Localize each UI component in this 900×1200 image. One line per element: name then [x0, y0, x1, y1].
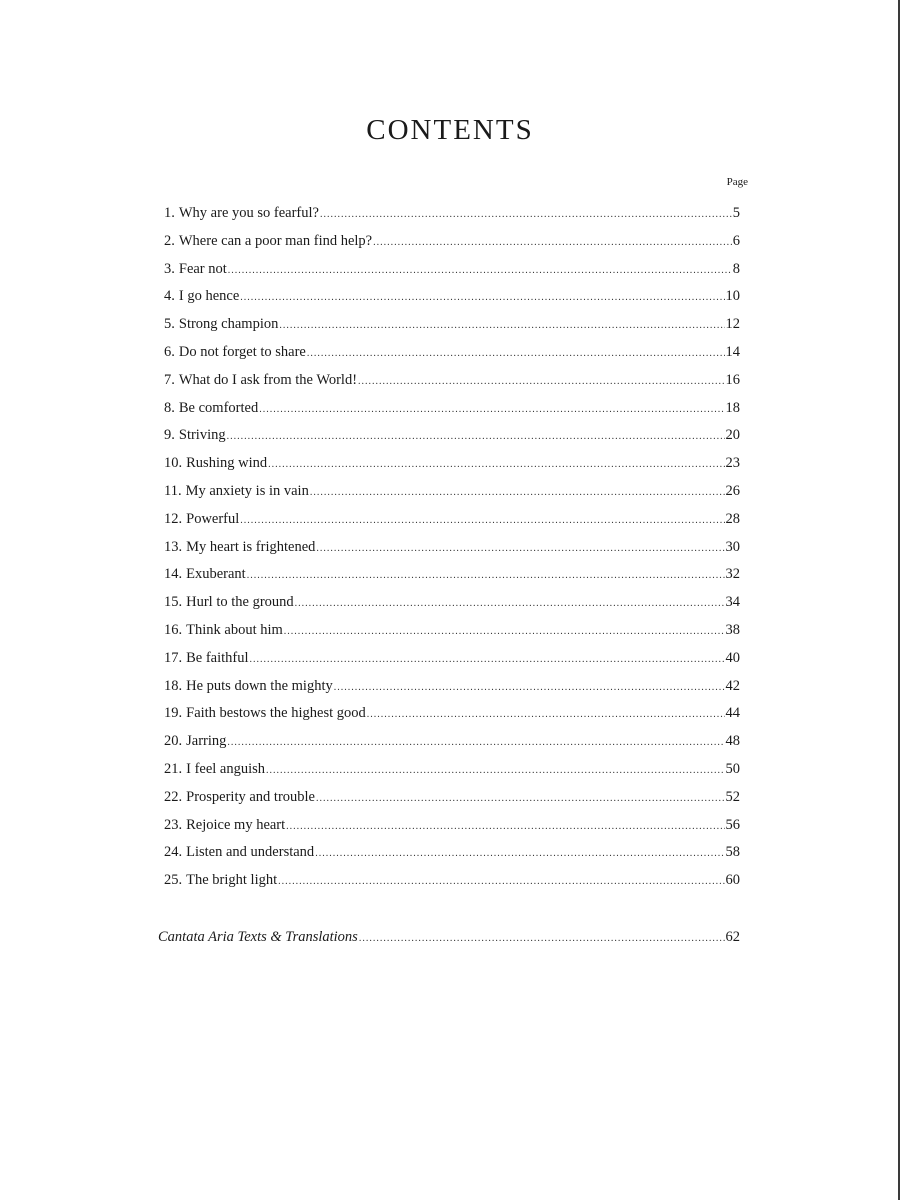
toc-entry-title: Listen and understand [186, 844, 315, 861]
toc-entry-number: 13. [164, 538, 183, 555]
toc-entry[interactable] [164, 812, 740, 840]
toc-entry[interactable] [164, 784, 740, 812]
toc-entry-title: The bright light [186, 872, 278, 889]
toc-entry-title: Think about him [186, 621, 283, 638]
toc-list [164, 200, 740, 895]
toc-entry-title: Striving [178, 427, 226, 444]
dot-leader [268, 451, 724, 479]
toc-entry-title: Be comforted [178, 399, 259, 416]
toc-entry-number: 17. [164, 649, 183, 666]
toc-entry-page: 50 [725, 760, 740, 777]
dot-leader [228, 257, 732, 285]
toc-entry-number: 19. [164, 705, 183, 722]
toc-entry[interactable] [164, 200, 740, 228]
toc-entry-title: Prosperity and trouble [186, 788, 315, 805]
toc-entry-title: Do not forget to share [178, 343, 306, 360]
toc-entry[interactable] [164, 534, 740, 562]
toc-entry-title: Where can a poor man find help? [178, 232, 373, 249]
dot-leader [358, 368, 724, 396]
dot-leader [307, 340, 725, 368]
page-title: CONTENTS [366, 114, 534, 146]
toc-entry-number: 25. [164, 872, 183, 889]
toc-entry-title: What do I ask from the World! [178, 371, 358, 388]
toc-entry-title: Rushing wind [186, 455, 268, 472]
toc-entry-number: 20. [164, 733, 183, 750]
toc-entry-title: Hurl to the ground [186, 594, 294, 611]
toc-entry-title: Fear not [178, 260, 227, 277]
toc-entry-page: 58 [725, 844, 740, 861]
toc-entry-appendix[interactable] [158, 924, 740, 952]
toc-entry[interactable] [164, 311, 740, 339]
dot-leader [373, 229, 732, 257]
toc-entry[interactable] [164, 256, 740, 284]
toc-entry-page: 44 [725, 705, 740, 722]
toc-entry-page: 38 [725, 621, 740, 638]
toc-entry-title: Exuberant [186, 566, 246, 583]
toc-entry-title: I go hence [178, 288, 240, 305]
toc-entry-title: Rejoice my heart [186, 816, 286, 833]
toc-entry-page: 16 [725, 371, 740, 388]
toc-entry[interactable] [164, 617, 740, 645]
toc-entry-number: 6. [164, 343, 175, 360]
toc-entry-number: 4. [164, 288, 175, 305]
dot-leader [279, 312, 724, 340]
toc-entry-title: Cantata Aria Texts & Translations [158, 929, 358, 945]
dot-leader [284, 618, 725, 646]
dot-leader [316, 785, 725, 813]
toc-entry-page: 40 [725, 649, 740, 666]
toc-entry-page: 18 [725, 399, 740, 416]
dot-leader [334, 674, 725, 702]
toc-entry-number: 2. [164, 232, 175, 249]
dot-leader [240, 284, 724, 312]
toc-entry-number: 22. [164, 788, 183, 805]
dot-leader [227, 423, 725, 451]
toc-entry[interactable] [164, 673, 740, 701]
toc-entry-page: 20 [725, 427, 740, 444]
toc-entry[interactable] [164, 395, 740, 423]
toc-entry-number: 15. [164, 594, 183, 611]
toc-entry-title: Powerful [186, 510, 240, 527]
toc-entry[interactable] [164, 422, 740, 450]
toc-entry-number: 1. [164, 205, 175, 221]
page-column-label: Page [726, 176, 748, 188]
toc-entry-page: 6 [732, 232, 740, 249]
toc-entry[interactable] [164, 756, 740, 784]
toc-entry[interactable] [164, 728, 740, 756]
toc-entry[interactable] [164, 367, 740, 395]
toc-entry-number: 8. [164, 399, 175, 416]
dot-leader [278, 868, 724, 896]
toc-entry[interactable] [164, 645, 740, 673]
dot-leader [320, 201, 732, 229]
toc-entry-page: 28 [725, 510, 740, 527]
toc-entry-title: Faith bestows the highest good [186, 705, 366, 722]
toc-entry-number: 21. [164, 760, 183, 777]
toc-entry-number: 3. [164, 260, 175, 277]
toc-entry-number: 16. [164, 621, 183, 638]
toc-entry-page: 5 [732, 205, 740, 221]
toc-entry-page: 23 [725, 455, 740, 472]
toc-entry-number: 9. [164, 427, 175, 444]
toc-entry-number: 24. [164, 844, 183, 861]
dot-leader [359, 925, 725, 953]
toc-entry-title: Jarring [186, 733, 227, 750]
toc-entry-page: 26 [725, 482, 740, 499]
dot-leader [266, 757, 724, 785]
toc-entry[interactable] [164, 228, 740, 256]
toc-entry-number: 5. [164, 316, 175, 333]
toc-entry-page: 30 [725, 538, 740, 555]
toc-entry-page: 42 [725, 677, 740, 694]
dot-leader [315, 840, 724, 868]
toc-entry[interactable] [164, 867, 740, 895]
toc-entry-page: 10 [725, 288, 740, 305]
toc-entry-title: Strong champion [178, 316, 279, 333]
toc-entry-page: 60 [725, 872, 740, 889]
dot-leader [310, 479, 725, 507]
toc-entry-title: Why are you so fearful? [178, 205, 319, 221]
toc-entry-page: 12 [725, 316, 740, 333]
toc-entry[interactable] [164, 589, 740, 617]
dot-leader [316, 535, 724, 563]
toc-entry-title: Be faithful [186, 649, 249, 666]
toc-entry-number: 11. [164, 482, 182, 499]
toc-entry-number: 10. [164, 455, 183, 472]
toc-entry-title: My heart is frightened [186, 538, 316, 555]
toc-entry[interactable] [164, 283, 740, 311]
dot-leader [286, 813, 724, 841]
toc-entry-number: 12. [164, 510, 183, 527]
toc-entry-page: 52 [725, 788, 740, 805]
toc-entry-title: He puts down the mighty [186, 677, 333, 694]
toc-entry-page: 8 [732, 260, 740, 277]
toc-entry-page: 48 [725, 733, 740, 750]
toc-entry[interactable] [164, 478, 740, 506]
toc-entry-number: 7. [164, 371, 175, 388]
toc-entry[interactable] [164, 839, 740, 867]
toc-entry-page: 56 [725, 816, 740, 833]
dot-leader [259, 396, 724, 424]
toc-entry[interactable] [164, 339, 740, 367]
toc-entry-title: I feel anguish [186, 760, 266, 777]
toc-entry[interactable] [164, 450, 740, 478]
toc-entry-page: 32 [725, 566, 740, 583]
toc-entry-page: 34 [725, 594, 740, 611]
toc-entry-page: 14 [725, 343, 740, 360]
dot-leader [367, 701, 725, 729]
dot-leader [295, 590, 725, 618]
dot-leader [240, 507, 724, 535]
toc-entry-number: 14. [164, 566, 183, 583]
toc-entry[interactable] [164, 700, 740, 728]
toc-entry-number: 18. [164, 677, 183, 694]
toc-entry[interactable] [164, 506, 740, 534]
toc-entry-page: 62 [725, 929, 740, 945]
dot-leader [247, 562, 725, 590]
dot-leader [227, 729, 724, 757]
toc-entry-number: 23. [164, 816, 183, 833]
toc-entry-title: My anxiety is in vain [185, 482, 309, 499]
toc-entry[interactable] [164, 561, 740, 589]
dot-leader [250, 646, 725, 674]
